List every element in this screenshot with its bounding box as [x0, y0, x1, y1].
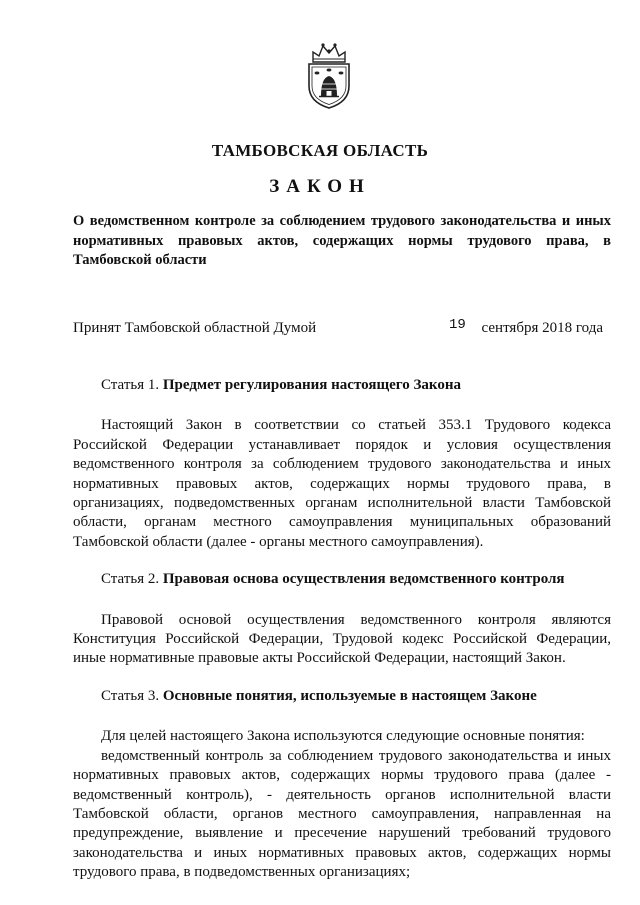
article-2-paragraph-1: Правовой основой осуществления ведомственного контроля являются Конституция Российской Федерации, Трудовой кодекс Российской Федерации, иные нормативные правовые акты Российской Федерации, настоящий Закон.: [73, 611, 611, 667]
region-title: ТАМБОВСКАЯ ОБЛАСТЬ: [211, 141, 429, 160]
article-title: Предмет регулирования настоящего Закона: [162, 377, 461, 393]
adoption-day: 19: [449, 317, 466, 333]
article-number: Статья 3.: [101, 687, 160, 704]
article-number: Статья 1.: [101, 377, 160, 393]
article-2-heading: [73, 570, 611, 589]
document-type-title: ЗАКОН: [269, 176, 371, 197]
article-number: Статья 2.: [101, 571, 160, 588]
article-1-paragraph-1: Настоящий Закон в соответствии со статьей 353.1 Трудового кодекса Российской Федерации устанавливает порядок и условия осуществления ведомственного контроля за соблюдением трудового законодательства и иных нормативных правовых актов, содержащих нормы трудового права, в организациях, подведомственных органам исполнительной власти Тамбовской области, органам местного самоуправления муниципальных образований Тамбовской области (далее - органы местного самоуправления).: [73, 417, 611, 550]
adopted-by-text: Принят Тамбовской областной Думой: [73, 320, 317, 336]
adoption-line: [73, 317, 611, 339]
article-1-heading: [73, 376, 611, 395]
tambov-coat-of-arms-icon: [299, 40, 359, 110]
law-subject-title: О ведомственном контроле за соблюдением трудового законодательства и иных нормативных правовых актов, содержащих нормы трудового права, в Тамбовской области: [73, 213, 611, 268]
article-title: Основные понятия, используемые в настоящем Законе: [162, 687, 537, 704]
law-body: [73, 376, 611, 883]
article-3-heading: [73, 687, 611, 706]
article-3-paragraph-1: Для целей настоящего Закона используются следующие основные понятия:: [101, 728, 585, 745]
article-title: Правовая основа осуществления ведомственного контроля: [162, 571, 565, 588]
adoption-month-year: сентября 2018 года: [481, 320, 603, 336]
article-3-paragraph-2: ведомственный контроль за соблюдением трудового законодательства и иных нормативных правовых актов, содержащих нормы трудового права (далее - ведомственный контроль), - деятельность органов исполнительной власти Тамбовской области, органов местного самоуправления, направленная на предупреждение, выявление и пресечение нарушений требований трудового законодательства и иных нормативных правовых актов, содержащих нормы трудового права, в подведомственных организациях;: [73, 747, 611, 881]
